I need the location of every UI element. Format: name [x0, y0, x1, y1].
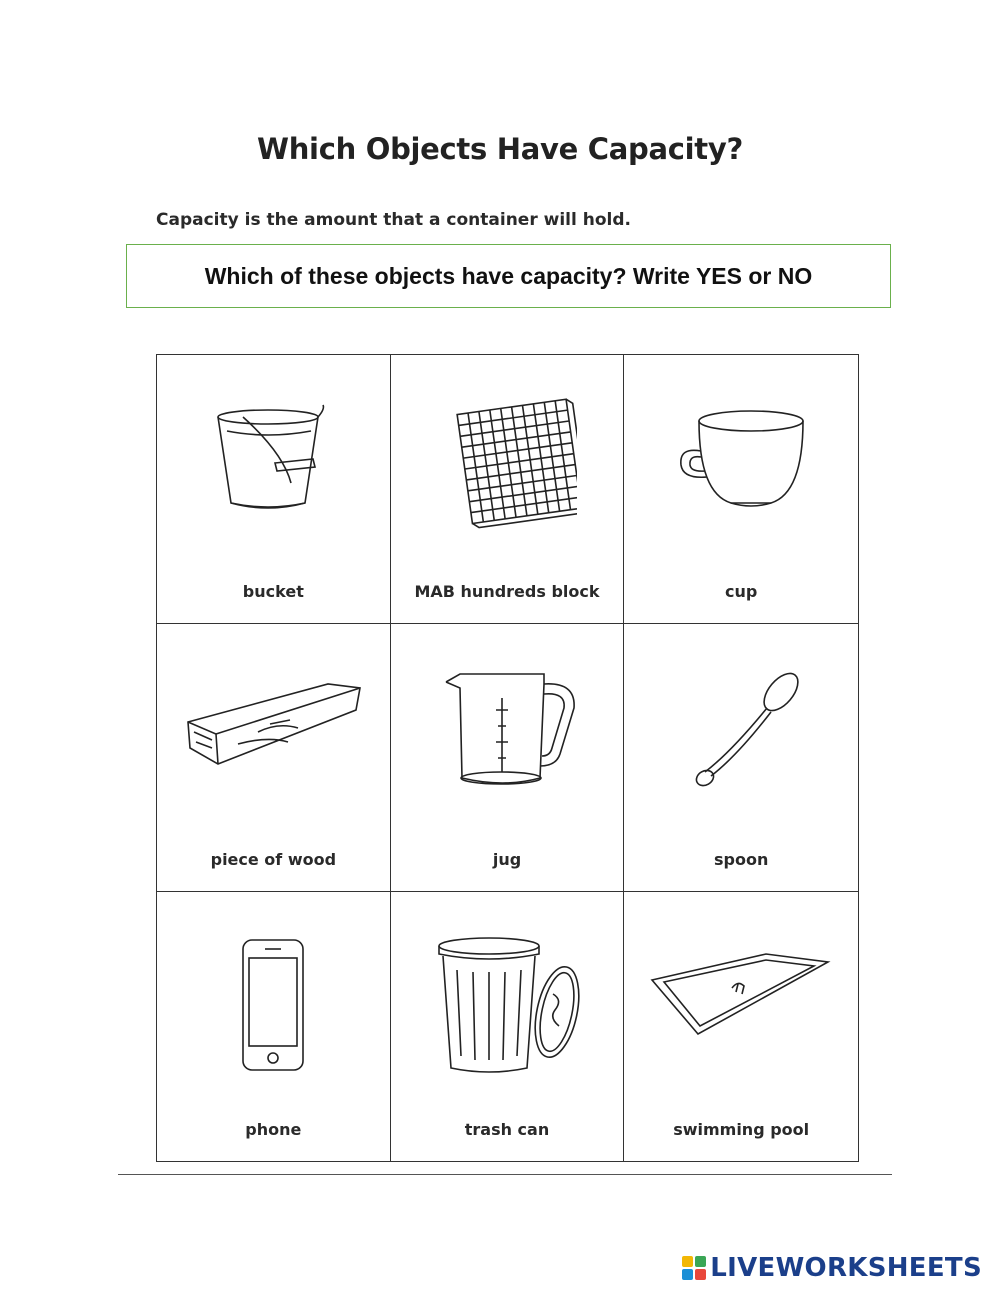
object-label: piece of wood: [210, 850, 337, 870]
hundreds-block-icon: [437, 393, 577, 533]
swimming-pool-icon: [646, 930, 836, 1060]
object-cell-cup: [624, 355, 858, 624]
object-cell-spoon: [624, 624, 858, 893]
object-cell-swimming-pool: [624, 892, 858, 1161]
jug-icon: [432, 662, 582, 802]
page-title: Which Objects Have Capacity?: [257, 132, 743, 166]
objects-grid: [156, 354, 859, 1162]
spoon-icon: [671, 662, 811, 802]
phone-icon: [223, 930, 323, 1080]
wood-icon: [178, 662, 368, 792]
instruction-box: [126, 244, 891, 308]
object-label: bucket: [242, 581, 304, 601]
instruction-text: Which of these objects have capacity? Write YES or NO: [204, 262, 813, 289]
object-label: spoon: [713, 850, 769, 870]
object-cell-bucket: [157, 355, 391, 624]
brand-name: LIVEWORKSHEETS: [710, 1253, 982, 1283]
object-label: swimming pool: [673, 1119, 810, 1139]
object-label: MAB hundreds block: [414, 581, 600, 601]
definition-text: Capacity is the amount that a container will hold.: [156, 210, 631, 230]
bucket-icon: [213, 393, 333, 523]
object-label: cup: [725, 581, 758, 601]
object-cell-wood: [157, 624, 391, 893]
object-cell-hundreds-block: [391, 355, 625, 624]
object-label: trash can: [464, 1119, 550, 1139]
logo-blocks-icon: [682, 1256, 706, 1280]
trash-can-icon: [427, 930, 587, 1080]
object-cell-phone: [157, 892, 391, 1161]
object-label: phone: [245, 1119, 302, 1139]
bottom-divider: [118, 1174, 892, 1175]
object-label: jug: [492, 850, 522, 870]
liveworksheets-logo: [682, 1253, 982, 1283]
object-cell-trash-can: [391, 892, 625, 1161]
object-cell-jug: [391, 624, 625, 893]
cup-icon: [671, 393, 811, 523]
